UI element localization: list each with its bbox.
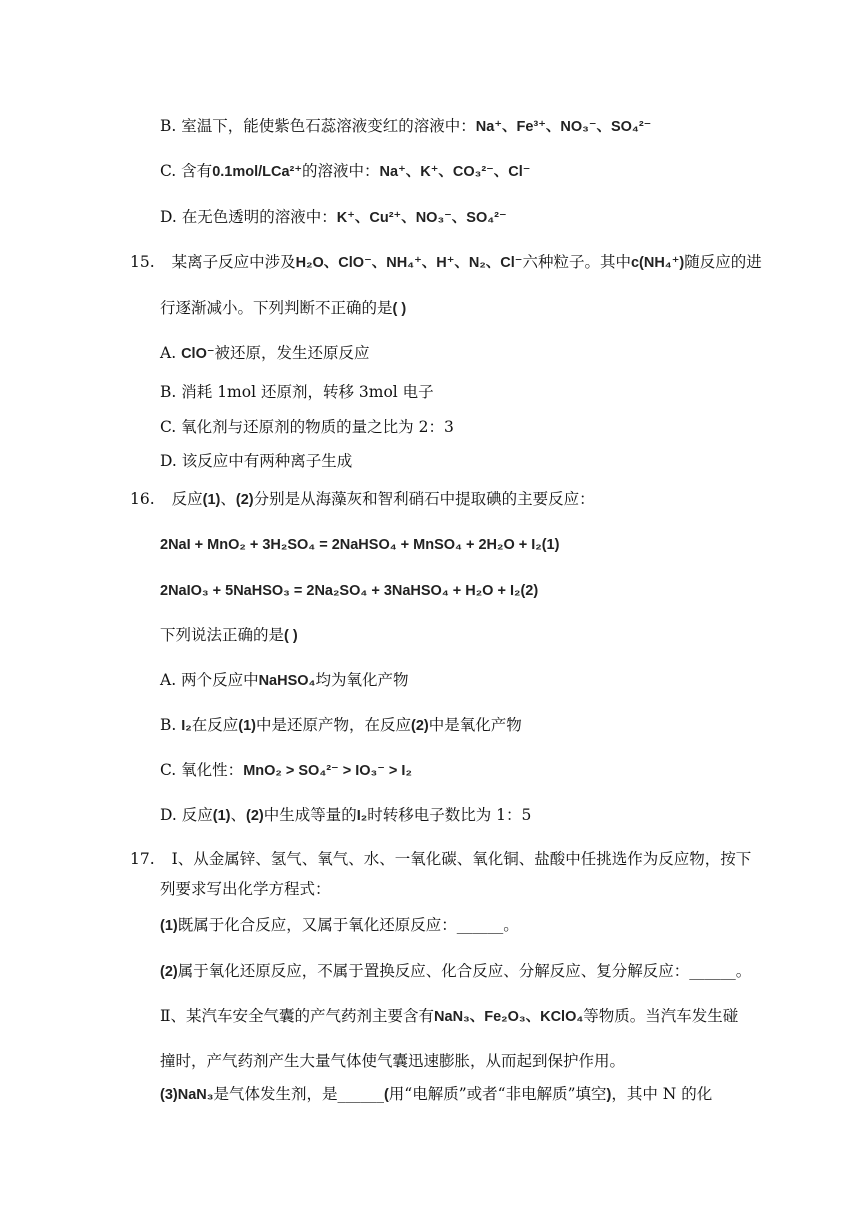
paren: ( [383,1087,389,1103]
reaction-ref: (2) [235,492,254,508]
option-label: B. [160,117,177,135]
option-label: C. [160,761,177,779]
subquestion-number: (2) [160,964,178,980]
stem-text: 撞时，产气药剂产生大量气体使气囊迅速膨胀，从而起到保护作用。 [160,1052,626,1070]
option-label: C. [160,162,177,180]
answer-paren: ( ) [284,628,298,644]
stem-text: Ⅱ、某汽车安全气囊的产气药剂主要含有 [160,1007,435,1025]
q15-stem-line1 [130,251,762,274]
equation: 2NaIO₃ + 5NaHSO₃ = 2Na₂SO₄ + 3NaHSO₄ + H₂O + I₂(2) [160,583,539,599]
stem-text: 等物质。当汽车发生碰 [583,1007,739,1025]
species-list: H₂O、ClO⁻、NH₄⁺、H⁺、N₂、Cl⁻ [295,255,523,271]
q16-equation-1 [160,533,559,556]
option-text: 氧化性： [181,761,244,779]
subquestion-text: 是气体发生剂，是______ [213,1085,384,1103]
option-text: 消耗 1mol 还原剂，转移 3mol 电子 [181,383,434,401]
ion-list: Na⁺、Fe³⁺、NO₃⁻、SO₄²⁻ [475,119,652,135]
q16-option-c [160,759,412,782]
ion-list: Na⁺、K⁺、CO₃²⁻、Cl⁻ [379,164,531,180]
subquestion-text: 属于氧化还原反应，不属于置换反应、化合反应、分解反应、复分解反应：______。 [177,962,752,980]
stem-text: 、 [220,490,236,508]
option-text: 的溶液中： [302,162,380,180]
formula: 0.1mol/LCa²⁺ [212,164,303,180]
q16-equation-2 [160,579,538,602]
option-text: 该反应中有两种离子生成 [181,452,353,470]
stem-text: 六种粒子。其中 [522,253,631,271]
subquestion-text: 既属于化合反应，又属于氧化还原反应：______。 [177,916,519,934]
stem-text: 行逐渐减小。下列判断不正确的是 [160,299,393,317]
option-text: 均为氧化产物 [315,671,409,689]
option-text: 反应 [181,806,213,824]
q17-part2-line1 [160,1005,738,1028]
q16-option-d [160,804,531,827]
option-text: 时转移电子数比为 1：5 [367,806,532,824]
q16-option-b [160,714,522,737]
subquestion-text: 用“电解质”或者“非电解质”填空 [388,1085,607,1103]
q16-option-a [160,669,408,692]
formula: MnO₂ > SO₄²⁻ > IO₃⁻ > I₂ [243,763,412,779]
subquestion-number: (1) [160,918,178,934]
answer-paren: ( ) [392,301,407,317]
option-text: 在无色透明的溶液中： [181,208,337,226]
option-label: B. [160,716,177,734]
question-number: 17. [130,850,155,868]
ion-list: K⁺、Cu²⁺、NO₃⁻、SO₄²⁻ [336,210,507,226]
option-text: 被还原，发生还原反应 [214,344,370,362]
equation: 2NaI + MnO₂ + 3H₂SO₄ = 2NaHSO₄ + MnSO₄ + 2H₂O + I₂(1) [160,537,560,553]
formula: I₂ [356,808,368,824]
option-label: D. [160,806,177,824]
q14-option-d [160,206,507,229]
option-text: 中是氧化产物 [428,716,522,734]
reaction-ref: (1) [202,492,221,508]
option-text: 在反应 [191,716,239,734]
q14-option-c [160,160,530,183]
subquestion-number: (3)NaN₃ [160,1087,214,1103]
option-text: 室温下，能使紫色石蕊溶液变红的溶液中： [181,117,476,135]
option-label: A. [160,671,177,689]
q15-option-c [160,416,454,438]
species-list: NaN₃、Fe₂O₃、KClO₄ [434,1009,584,1025]
q14-option-b [160,115,651,138]
subquestion-text: ，其中 N 的化 [611,1085,713,1103]
option-text: 中生成等量的 [263,806,357,824]
stem-text: Ⅰ、从金属锌、氢气、氧气、水、一氧化碳、氧化铜、盐酸中任挑选作为反应物，按下 [171,850,752,868]
question-number: 16. [130,490,155,508]
option-text: 含有 [181,162,213,180]
option-label: B. [160,383,177,401]
formula: I₂ [181,718,192,734]
formula: NaHSO₄ [258,673,316,689]
stem-text: 分别是从海藻灰和智利硝石中提取碘的主要反应： [253,490,595,508]
formula: c(NH₄⁺) [630,255,685,271]
option-label: A. [160,344,177,362]
option-text: 两个反应中 [181,671,259,689]
q17-stem-line1 [130,848,751,870]
stem-text: 反应 [171,490,203,508]
q16-stem [130,488,595,511]
option-label: D. [160,452,177,470]
q15-option-d [160,450,352,472]
option-label: D. [160,208,177,226]
option-text: 中是还原产物，在反应 [256,716,412,734]
paren: ) [606,1087,612,1103]
q17-subquestion-1 [160,914,519,937]
formula: ClO⁻ [181,346,215,362]
q16-ask [160,624,298,647]
reaction-ref: (1) [212,808,231,824]
option-text: 、 [230,806,247,824]
stem-text: 下列说法正确的是 [160,626,285,644]
option-label: C. [160,418,177,436]
q15-option-b [160,381,434,403]
q15-stem-line2 [160,297,406,320]
reaction-ref: (1) [238,718,256,734]
q17-subquestion-3 [160,1083,712,1106]
reaction-ref: (2) [246,808,264,824]
question-number: 15. [130,253,155,271]
reaction-ref: (2) [411,718,429,734]
q17-subquestion-2 [160,960,751,983]
q17-stem-line2 [160,878,331,900]
stem-text: 列要求写出化学方程式： [160,880,331,898]
stem-text: 某离子反应中涉及 [171,253,296,271]
q15-option-a [160,342,370,365]
stem-text: 随反应的进 [684,253,762,271]
q17-part2-line2 [160,1050,625,1072]
option-text: 氧化剂与还原剂的物质的量之比为 2：3 [181,418,454,436]
